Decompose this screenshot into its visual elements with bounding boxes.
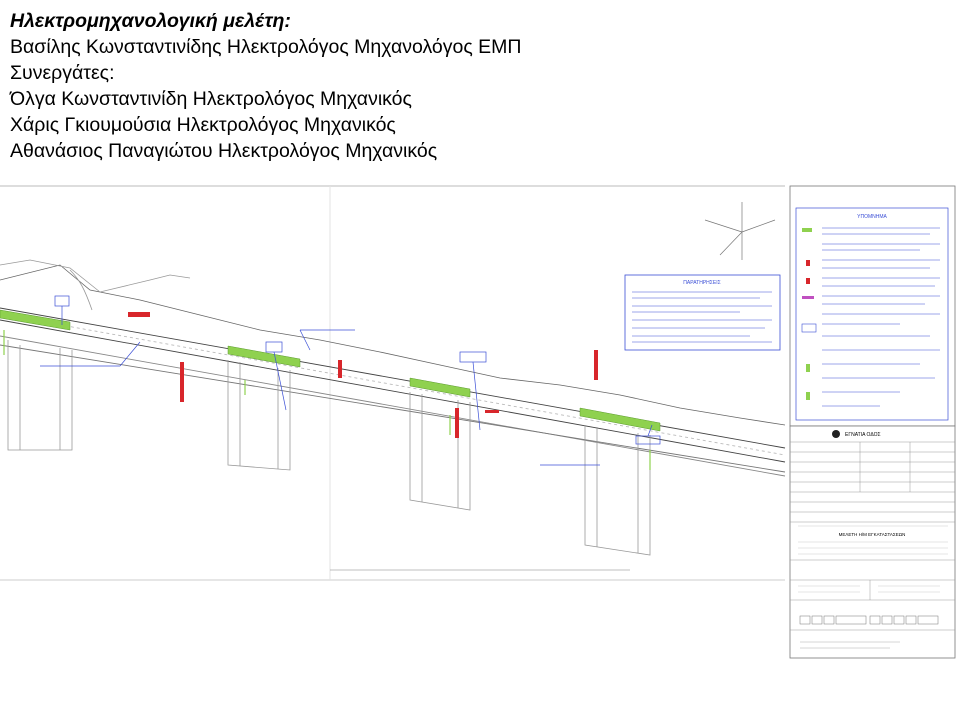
credits-line-lead-engineer: Βασίλης Κωνσταντινίδης Ηλεκτρολόγος Μηχανολόγος ΕΜΠ: [10, 36, 522, 58]
elevation-ticks: [4, 330, 650, 470]
legend-title: ΥΠΟΜΝΗΜΑ: [857, 214, 887, 220]
study-title: ΜΕΛΕΤΗ Η/Μ ΕΓΚΑΤΑΣΤΑΣΕΩΝ: [838, 532, 906, 537]
credits-line-collaborator-3: Αθανάσιος Παναγιώτου Ηλεκτρολόγος Μηχανικός: [10, 140, 438, 162]
credits-block: [10, 8, 522, 164]
notes-title: ΠΑΡΑΤΗΡΗΣΕΙΣ: [683, 280, 721, 286]
sheet-frame: [0, 186, 785, 580]
credits-line-collaborators-label: Συνεργάτες:: [10, 62, 115, 84]
notes-box: [625, 275, 780, 350]
bridge-piers: [8, 340, 650, 555]
company-name: ΕΓΝΑΤΙΑ ΟΔΟΣ: [845, 432, 881, 438]
credits-title: Ηλεκτρομηχανολογική μελέτη:: [10, 10, 291, 32]
engineering-drawing: [0, 180, 960, 670]
company-logo-icon: [832, 430, 840, 438]
blue-callouts: [40, 296, 660, 465]
credits-line-collaborator-1: Όλγα Κωνσταντινίδη Ηλεκτρολόγος Μηχανικός: [10, 88, 412, 110]
title-block: [790, 426, 955, 658]
north-arrow: [705, 202, 775, 260]
credits-line-collaborator-2: Χάρις Γκιουμούσια Ηλεκτρολόγος Μηχανικός: [10, 114, 396, 136]
legend-panel: [790, 186, 955, 426]
red-markers: [128, 312, 598, 438]
